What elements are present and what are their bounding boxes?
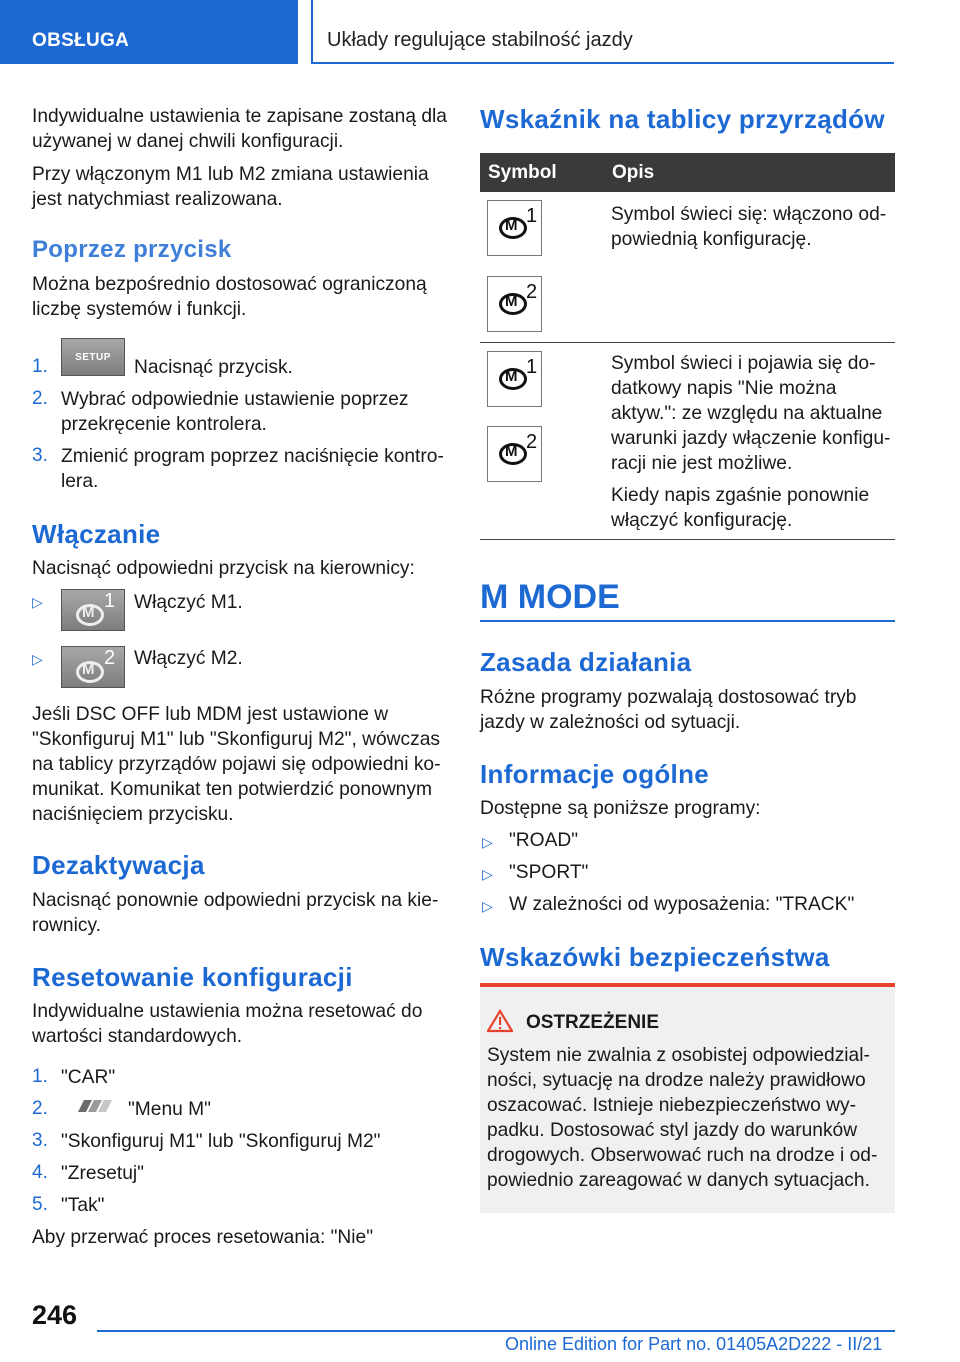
m-stripes-icon [72, 1096, 120, 1116]
row2-description [611, 351, 890, 476]
text-line: Przy włączonym M1 lub M2 zmiana ustawienia [32, 164, 429, 185]
chapter-title: Układy regulujące stabilność jazdy [327, 29, 633, 51]
text-line: warunki jazdy włączenie konfigu- [611, 428, 891, 449]
heading-button: Poprzez przycisk [32, 236, 232, 263]
m-number: 1 [526, 205, 538, 227]
col-description: Opis [612, 162, 655, 183]
table-header [480, 153, 895, 192]
m-logo-icon [499, 293, 527, 315]
step-text [61, 387, 409, 437]
m-number: 1 [526, 356, 538, 378]
warning-title: OSTRZEŻENIE [526, 1012, 660, 1033]
m1-symbol-icon [487, 351, 542, 407]
reset-paragraph [32, 999, 422, 1049]
text-line: naciśnięciem przycisku. [32, 804, 234, 825]
step-number: 3. [32, 445, 48, 466]
off-paragraph [32, 888, 438, 938]
text-line: Indywidualne ustawienia można resetować do [32, 1001, 423, 1022]
text-line: Indywidualne ustawienia te zapisane zostaną dla [32, 106, 447, 127]
text-line: aktyw.": ze względu na aktualne [611, 403, 883, 424]
footer-line [97, 1330, 895, 1332]
on-paragraph: Nacisnąć odpowiedni przycisk na kierownicy: [32, 558, 415, 579]
general-paragraph: Dostępne są poniższe programy: [480, 798, 761, 819]
text-line: Jeśli DSC OFF lub MDM jest ustawione w [32, 704, 389, 725]
warning-box [480, 983, 895, 1213]
step-number: 1. [32, 1066, 48, 1087]
step-number: 2. [32, 1098, 48, 1119]
section-tab [0, 0, 298, 64]
button-paragraph [32, 272, 427, 322]
heading-mmode: M MODE [480, 578, 620, 616]
text-line: Symbol świeci się: włączono od- [611, 204, 887, 225]
bullet-icon: ▷ [482, 898, 493, 914]
step-number: 1. [32, 356, 48, 377]
heading-off: Dezaktywacja [32, 850, 205, 880]
m-logo-icon [76, 604, 104, 626]
footer-edition: Online Edition for Part no. 01405A2D222 - II/21 [505, 1334, 883, 1354]
text-line: Różne programy pozwalają dostosować tryb [480, 687, 857, 708]
warning-triangle-icon [487, 1009, 513, 1033]
text-line: Wybrać odpowiednie ustawienie poprzez [61, 389, 409, 410]
bullet-icon: ▷ [32, 651, 43, 667]
text-line: jest natychmiast realizowana. [32, 189, 283, 210]
m-number: 1 [104, 590, 116, 612]
m-logo-icon [499, 443, 527, 465]
step-text: "Skonfiguruj M1" lub "Skonfiguruj M2" [61, 1131, 381, 1152]
text-line: rownicy. [32, 915, 101, 936]
text-line: liczbę systemów i funkcji. [32, 299, 247, 320]
section-label: OBSŁUGA [32, 30, 130, 51]
heading-on: Włączanie [32, 519, 161, 549]
text-line: munikat. Komunikat ten potwierdzić ponownym [32, 779, 432, 800]
bullet-icon: ▷ [482, 866, 493, 882]
text-line: padku. Dostosować styl jazdy do warunków [487, 1120, 858, 1141]
m-logo-icon [499, 217, 527, 239]
m1-button-icon [61, 589, 125, 631]
page-number: 246 [32, 1300, 78, 1330]
heading-underline [480, 620, 895, 622]
text-line: włączyć konfigurację. [611, 510, 793, 531]
m1-symbol-icon [487, 200, 542, 256]
heading-general: Informacje ogólne [480, 759, 710, 789]
text-line: oszacować. Istnieje niebezpieczeństwo wy- [487, 1095, 857, 1116]
text-line: powiednio zareagować w danych sytuacjach. [487, 1170, 870, 1191]
m2-button-icon [61, 646, 125, 688]
table-rule [480, 342, 895, 343]
text-line: używanej w danej chwili konfiguracji. [32, 131, 344, 152]
text-line: jazdy w zależności od sytuacji. [480, 712, 741, 733]
m-number: 2 [526, 431, 538, 453]
m-number: 2 [526, 281, 538, 303]
text-line: lera. [61, 471, 99, 492]
bullet-text: Włączyć M1. [134, 592, 243, 613]
row1-description [611, 202, 886, 252]
heading-principle: Zasada działania [480, 647, 692, 677]
text-line: powiednią konfigurację. [611, 229, 812, 250]
text-line: Kiedy napis zgaśnie ponownie [611, 485, 870, 506]
text-line: ności, sytuację na drodze należy prawidłowo [487, 1070, 866, 1091]
step-text: "CAR" [61, 1067, 116, 1088]
program-item: "SPORT" [509, 862, 589, 883]
chapter-header [311, 0, 894, 64]
m2-symbol-icon [487, 276, 542, 332]
table-rule [480, 539, 895, 540]
step-text: Nacisnąć przycisk. [134, 357, 293, 378]
m-logo-icon [76, 661, 104, 683]
m-number: 2 [104, 647, 116, 669]
program-item: "ROAD" [509, 830, 579, 851]
step-text [61, 444, 444, 494]
step-number: 4. [32, 1162, 48, 1183]
step-number: 5. [32, 1194, 48, 1215]
principle-paragraph [480, 685, 856, 735]
bullet-text: Włączyć M2. [134, 648, 243, 669]
heading-safety: Wskazówki bezpieczeństwa [480, 942, 830, 972]
setup-button-icon: SETUP [61, 338, 125, 376]
reset-after: Aby przerwać proces resetowania: "Nie" [32, 1227, 374, 1248]
text-line: Nacisnąć ponownie odpowiedni przycisk na kie- [32, 890, 439, 911]
text-line: System nie zwalnia z osobistej odpowiedzial- [487, 1045, 870, 1066]
m2-symbol-icon [487, 426, 542, 482]
text-line: Symbol świeci i pojawia się do- [611, 353, 876, 374]
step-text: "Zresetuj" [61, 1163, 144, 1184]
step-number: 2. [32, 388, 48, 409]
intro-paragraph-2 [32, 162, 429, 212]
text-line: wartości standardowych. [32, 1026, 243, 1047]
text-line: na tablicy przyrządów pojawi się odpowiedni ko- [32, 754, 441, 775]
intro-paragraph-1 [32, 104, 447, 154]
warning-text [487, 1043, 877, 1193]
row2-description-b [611, 483, 869, 533]
col-symbol: Symbol [488, 162, 557, 183]
bullet-icon: ▷ [32, 594, 43, 610]
step-text: "Tak" [61, 1195, 105, 1216]
text-line: przekręcenie kontrolera. [61, 414, 267, 435]
bullet-icon: ▷ [482, 834, 493, 850]
step-text: "Menu M" [128, 1099, 211, 1120]
step-number: 3. [32, 1130, 48, 1151]
heading-reset: Resetowanie konfiguracji [32, 962, 353, 992]
text-line: "Skonfiguruj M1" lub "Skonfiguruj M2", wówczas [32, 729, 440, 750]
on-after-paragraph [32, 702, 440, 827]
program-item: W zależności od wyposażenia: "TRACK" [509, 894, 855, 915]
heading-indicator: Wskaźnik na tablicy przyrządów [480, 104, 885, 134]
text-line: racji nie jest możliwe. [611, 453, 793, 474]
text-line: Można bezpośrednio dostosować ograniczoną [32, 274, 427, 295]
text-line: datkowy napis "Nie można [611, 378, 837, 399]
m-logo-icon [499, 368, 527, 390]
warning-bar [480, 983, 895, 987]
text-line: Zmienić program poprzez naciśnięcie kontro- [61, 446, 444, 467]
text-line: drogowych. Obserwować ruch na drodze i od- [487, 1145, 878, 1166]
